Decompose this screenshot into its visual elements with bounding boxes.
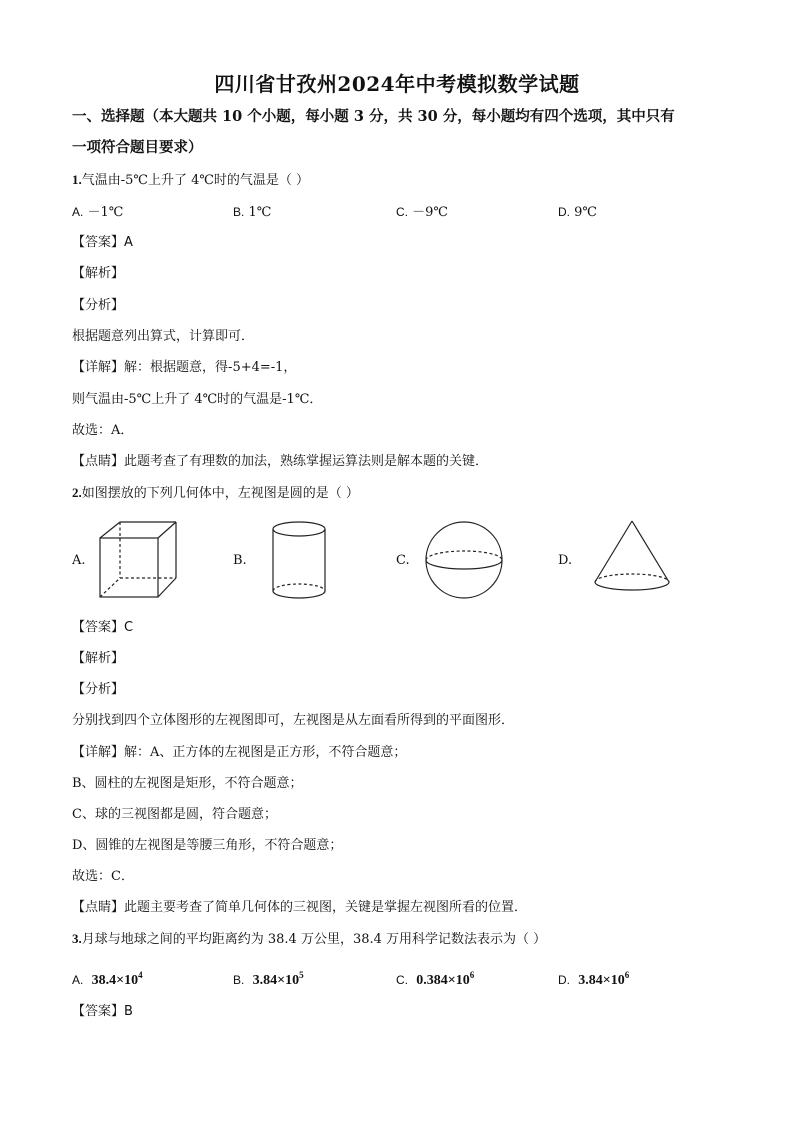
option-label: C. [396,973,408,987]
detail-text: 解：根据题意，得-5+4=-1， [124,360,297,375]
q2-detail-d: D、圆锥的左视图是等腰三角形，不符合题意； [72,838,343,853]
answer-value: B [124,1004,133,1019]
option-exponent: 4 [138,970,143,980]
sphere-equator-front [426,560,502,569]
question-1 [72,171,309,190]
sphere-equator-back [426,551,502,560]
q1-option-b [233,203,271,222]
q3-option-a [72,966,143,990]
question-number: 1. [72,172,82,187]
analysis-tag: 解析 [85,651,112,666]
option-text: －9℃ [412,205,448,220]
q1-fenxi-text: 根据题意列出算式，计算即可． [72,329,255,344]
comment-tag: 点睛 [85,900,112,915]
cylinder-top [273,522,325,536]
option-exponent: 6 [624,970,630,980]
comment-text: 此题主要考查了简单几何体的三视图，关键是掌握左视图所看的位置． [124,900,528,915]
option-label: B. [233,973,245,987]
option-exponent: 6 [469,970,475,980]
cone-side [632,521,669,582]
q1-option-a [72,203,123,222]
q2-option-c-label: C. [396,553,410,568]
detail-tag: 详解 [85,360,112,375]
cube-figure [98,520,180,602]
q2-comment: 【点睛】此题主要考查了简单几何体的三视图，关键是掌握左视图所看的位置． [72,900,528,915]
option-label: C. [396,205,408,219]
option-text: －1℃ [87,205,124,220]
q1-detail: 【详解】解：根据题意，得-5+4=-1， [72,360,297,375]
q2-analysis-tag: 【解析】 [72,651,125,666]
option-text: 1℃ [248,205,272,220]
option-label: A. [72,973,84,987]
q2-option-b-label: B. [233,553,247,568]
cylinder-bottom-back [273,584,325,591]
cylinder-figure [271,520,329,602]
q2-option-a-label: A. [72,553,86,568]
option-label: D. [558,205,570,219]
option-label: A. [72,205,84,219]
option-text: 3.84×10 [578,973,625,988]
option-text: 3.84×10 [252,973,300,988]
q3-option-d [558,966,629,990]
cube-edge [158,522,176,538]
question-number: 3. [72,931,82,946]
q2-detail-c: C、球的三视图都是圆，符合题意； [72,807,277,822]
q2-fenxi-text: 分别找到四个立体图形的左视图即可，左视图是从左面看所得到的平面图形． [72,713,515,728]
section-heading-line1: 一、选择题（本大题共 10 个小题，每小题 3 分，共 30 分，每小题均有四个选项，其中只有 [72,108,675,125]
cylinder-bottom-front [273,591,325,598]
q3-answer: 【答案】B [72,1004,133,1019]
answer-tag: 答案 [85,235,112,250]
option-label: B. [233,205,245,219]
comment-tag: 点睛 [85,454,112,469]
q1-comment: 【点睛】此题考查了有理数的加法，熟练掌握运算法则是解本题的关键． [72,454,489,469]
cube-edge [158,578,176,597]
sphere-outline [426,522,502,598]
q1-detail-line2: 则气温由-5℃上升了 4℃时的气温是-1℃． [72,392,323,407]
q1-answer: 【答案】A [72,235,133,250]
answer-value: A [124,235,133,250]
question-2 [72,484,359,503]
q1-option-c [396,203,448,222]
cone-base-front [595,582,669,590]
q1-fenxi-tag: 【分析】 [72,298,125,313]
fenxi-tag: 分析 [85,298,112,313]
question-stem: 如图摆放的下列几何体中，左视图是圆的是（ ） [81,486,359,501]
section-heading-line2: 一项符合题目要求） [72,139,203,156]
analysis-tag: 解析 [85,266,112,281]
fenxi-tag: 分析 [85,682,112,697]
q2-fenxi-tag: 【分析】 [72,682,125,697]
question-number: 2. [72,485,82,500]
answer-tag: 答案 [85,1004,112,1019]
option-exponent: 5 [299,970,304,980]
detail-tag: 详解 [85,745,112,760]
q2-option-d-label: D. [558,553,573,568]
q1-option-d [558,203,597,222]
page-title: 四川省甘孜州2024年中考模拟数学试题 [214,72,580,96]
q2-detail-b: B、圆柱的左视图是矩形，不符合题意； [72,776,303,791]
comment-text: 此题考查了有理数的加法，熟练掌握运算法则是解本题的关键． [124,454,489,469]
option-text: 38.4×10 [91,973,139,988]
option-text: 0.384×10 [416,973,470,988]
option-text: 9℃ [574,205,597,220]
q1-analysis-tag: 【解析】 [72,266,125,281]
q2-choose: 故选：C． [72,869,134,884]
cube-edge [100,522,120,538]
cube-hidden-edge [100,578,120,597]
q2-detail: 【详解】解：A、正方体的左视图是正方形，不符合题意； [72,745,407,760]
cone-base-back [595,574,669,582]
q3-option-b [233,966,304,990]
sphere-figure [424,520,506,602]
q1-choose: 故选：A． [72,423,134,438]
question-3 [72,930,546,949]
question-stem: 月球与地球之间的平均距离约为 38.4 万公里，38.4 万用科学记数法表示为（ ） [81,932,547,947]
cone-side [595,521,632,582]
q3-option-c [396,966,474,990]
cone-figure [592,518,674,600]
answer-value: C [124,620,134,635]
option-label: D. [558,973,570,987]
answer-tag: 答案 [85,620,112,635]
detail-text: 解：A、正方体的左视图是正方形，不符合题意； [124,745,407,760]
q2-answer: 【答案】C [72,620,134,635]
question-stem: 气温由-5℃上升了 4℃时的气温是（ ） [81,173,310,188]
